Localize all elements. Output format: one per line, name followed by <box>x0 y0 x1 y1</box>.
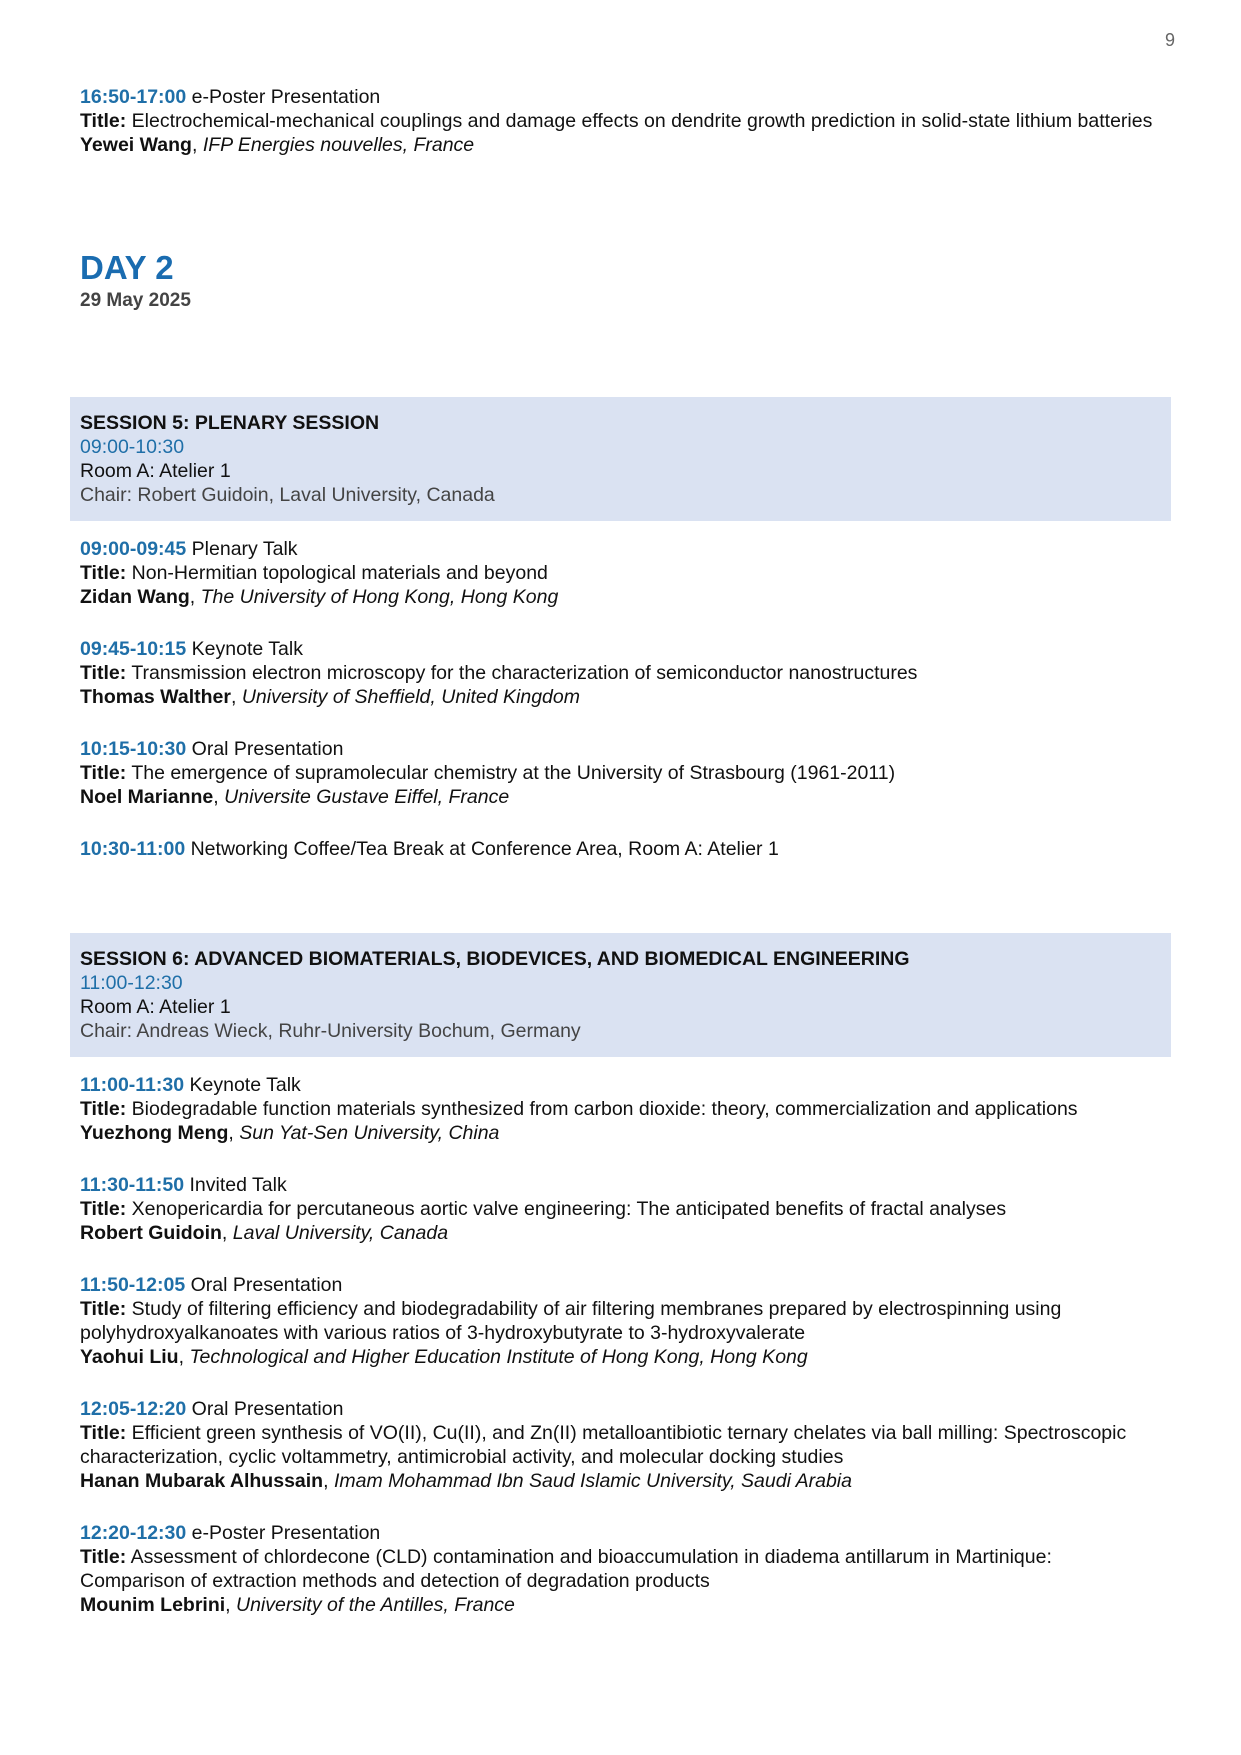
item-time: 11:50-12:05 <box>80 1274 186 1296</box>
session-header-5 <box>70 397 1171 521</box>
break-text: Networking Coffee/Tea Break at Conference Area, Room A: Atelier 1 <box>190 838 779 860</box>
title-label: Title: <box>80 1546 127 1568</box>
program-item: 09:00-09:45 Plenary Talk Title: Non-Hermitian topological materials and beyond Zidan Wang, The University of Hong Kong, Hong Kong <box>80 538 559 608</box>
item-time: 12:05-12:20 <box>80 1398 187 1420</box>
speaker-name: Yuezhong Meng <box>80 1122 229 1144</box>
item-title: Study of filtering efficiency and biodegradability of air filtering membranes prepared by electrospinning using polyhydroxyalkanoates with various ratios of 3-hydroxybutyrate to 3-hydroxyvalerate <box>80 1298 1062 1344</box>
speaker-name: Yaohui Liu <box>80 1346 179 1368</box>
title-label: Title: <box>80 662 127 684</box>
program-item: 09:45-10:15 Keynote Talk Title: Transmission electron microscopy for the characterization of semiconductor nanostructures Thomas Walther, University of Sheffield, United Kingdom <box>80 638 918 708</box>
session-time: 09:00-10:30 <box>80 436 185 458</box>
title-label: Title: <box>80 110 127 132</box>
speaker-affiliation: Sun Yat-Sen University, China <box>239 1122 500 1144</box>
speaker-name: Mounim Lebrini <box>80 1594 226 1616</box>
program-item: 10:15-10:30 Oral Presentation Title: The emergence of supramolecular chemistry at the University of Strasbourg (1961-2011) Noel Marianne, Universite Gustave Eiffel, France <box>80 738 896 808</box>
item-time: 10:15-10:30 <box>80 738 187 760</box>
speaker-affiliation: Technological and Higher Education Institute of Hong Kong, Hong Kong <box>189 1346 808 1368</box>
item-time: 12:20-12:30 <box>80 1522 187 1544</box>
speaker-name: Zidan Wang <box>80 586 190 608</box>
item-title: Non-Hermitian topological materials and beyond <box>131 562 548 584</box>
item-type: e-Poster Presentation <box>191 86 381 108</box>
speaker-affiliation: University of Sheffield, United Kingdom <box>241 686 580 708</box>
item-type: Oral Presentation <box>190 1274 343 1296</box>
session-chair: Chair: Andreas Wieck, Ruhr-University Bochum, Germany <box>80 1020 581 1042</box>
program-content <box>80 85 1161 1617</box>
item-time: 09:45-10:15 <box>80 638 187 660</box>
item-title: Efficient green synthesis of VO(II), Cu(II), and Zn(II) metalloantibiotic ternary chelates via ball milling: Spectroscopic characterization, cyclic voltammetry, antimicrobial activity, and molecular docking studies <box>80 1422 1127 1468</box>
program-item: 11:50-12:05 Oral Presentation Title: Study of filtering efficiency and biodegradability of air filtering membranes prepared by electrospinning using polyhydroxyalkanoates with various ratios of 3-hydroxybutyrate to 3-hydroxyvalerate Yaohui Liu, Technological and Higher Education Institute of Hong Kong, Hong Kong <box>80 1274 1062 1368</box>
session-time: 11:00-12:30 <box>80 972 183 994</box>
item-time: 11:30-11:50 <box>80 1174 185 1196</box>
speaker-affiliation: The University of Hong Kong, Hong Kong <box>200 586 559 608</box>
title-label: Title: <box>80 762 127 784</box>
session-title: SESSION 6: ADVANCED BIOMATERIALS, BIODEVICES, AND BIOMEDICAL ENGINEERING <box>80 948 910 970</box>
speaker-name: Yewei Wang <box>80 134 192 156</box>
speaker-affiliation: Laval University, Canada <box>232 1222 449 1244</box>
speaker-name: Robert Guidoin <box>80 1222 222 1244</box>
program-item: 12:05-12:20 Oral Presentation Title: Efficient green synthesis of VO(II), Cu(II), and Zn(II) metalloantibiotic ternary chelates via ball milling: Spectroscopic characterization, cyclic voltammetry, antimicrobial activity, and molecular docking studies Hanan Mubarak Alhussain, Imam Mohammad Ibn Saud Islamic University, Saudi Arabia <box>80 1398 1127 1492</box>
item-title: Xenopericardia for percutaneous aortic valve engineering: The anticipated benefits of fractal analyses <box>131 1198 1007 1220</box>
title-label: Title: <box>80 1422 127 1444</box>
item-type: Plenary Talk <box>191 538 298 560</box>
item-title: Biodegradable function materials synthesized from carbon dioxide: theory, commercialization and applications <box>131 1098 1078 1120</box>
item-time: 09:00-09:45 <box>80 538 187 560</box>
item-time: 10:30-11:00 <box>80 838 186 860</box>
item-type: Oral Presentation <box>191 1398 344 1420</box>
item-type: e-Poster Presentation <box>191 1522 381 1544</box>
title-label: Title: <box>80 1198 127 1220</box>
item-title: Transmission electron microscopy for the characterization of semiconductor nanostructures <box>131 662 918 684</box>
item-time: 11:00-11:30 <box>80 1074 185 1096</box>
item-title: Electrochemical-mechanical couplings and damage effects on dendrite growth prediction in solid-state lithium batteries <box>131 110 1153 132</box>
program-item: 12:20-12:30 e-Poster Presentation Title: Assessment of chlordecone (CLD) contamination and bioaccumulation in diadema antillarum in Martinique: Comparison of extraction methods and detection of degradation products Mounim Lebrini, University of the Antilles, France <box>80 1522 1052 1616</box>
item-title: The emergence of supramolecular chemistry at the University of Strasbourg (1961-2011) <box>131 762 896 784</box>
speaker-affiliation: Universite Gustave Eiffel, France <box>224 786 510 808</box>
session-chair: Chair: Robert Guidoin, Laval University, Canada <box>80 484 495 506</box>
program-item: 16:50-17:00 e-Poster Presentation Title: Electrochemical-mechanical couplings and damage effects on dendrite growth prediction in solid-state lithium batteries Yewei Wang, IFP Energies nouvelles, France <box>80 86 1153 156</box>
session-room: Room A: Atelier 1 <box>80 996 231 1018</box>
speaker-name: Noel Marianne <box>80 786 214 808</box>
item-type: Keynote Talk <box>189 1074 301 1096</box>
item-type: Invited Talk <box>189 1174 287 1196</box>
item-type: Keynote Talk <box>191 638 303 660</box>
session-title: SESSION 5: PLENARY SESSION <box>80 412 380 434</box>
speaker-name: Thomas Walther <box>80 686 231 708</box>
title-label: Title: <box>80 1298 127 1320</box>
item-time: 16:50-17:00 <box>80 86 187 108</box>
speaker-affiliation: Imam Mohammad Ibn Saud Islamic University, Saudi Arabia <box>333 1470 852 1492</box>
speaker-name: Hanan Mubarak Alhussain <box>80 1470 324 1492</box>
day-title: DAY 2 <box>80 249 174 286</box>
session-header-6 <box>70 933 1171 1057</box>
speaker-affiliation: University of the Antilles, France <box>236 1594 515 1616</box>
item-title: Assessment of chlordecone (CLD) contamination and bioaccumulation in diadema antillarum in Martinique: Comparison of extraction methods and detection of degradation products <box>80 1546 1052 1592</box>
speaker-affiliation: IFP Energies nouvelles, France <box>202 134 475 156</box>
item-type: Oral Presentation <box>191 738 344 760</box>
program-item: 11:00-11:30 Keynote Talk Title: Biodegradable function materials synthesized from carbon dioxide: theory, commercialization and applications Yuezhong Meng, Sun Yat-Sen University, China <box>80 1074 1078 1144</box>
title-label: Title: <box>80 1098 127 1120</box>
page-number: 9 <box>1164 30 1175 50</box>
program-item: 11:30-11:50 Invited Talk Title: Xenopericardia for percutaneous aortic valve engineering: The anticipated benefits of fractal analyses Robert Guidoin, Laval University, Canada <box>80 1174 1007 1244</box>
break-item <box>80 837 1161 861</box>
title-label: Title: <box>80 562 127 584</box>
session-room: Room A: Atelier 1 <box>80 460 231 482</box>
day-date: 29 May 2025 <box>80 290 191 311</box>
